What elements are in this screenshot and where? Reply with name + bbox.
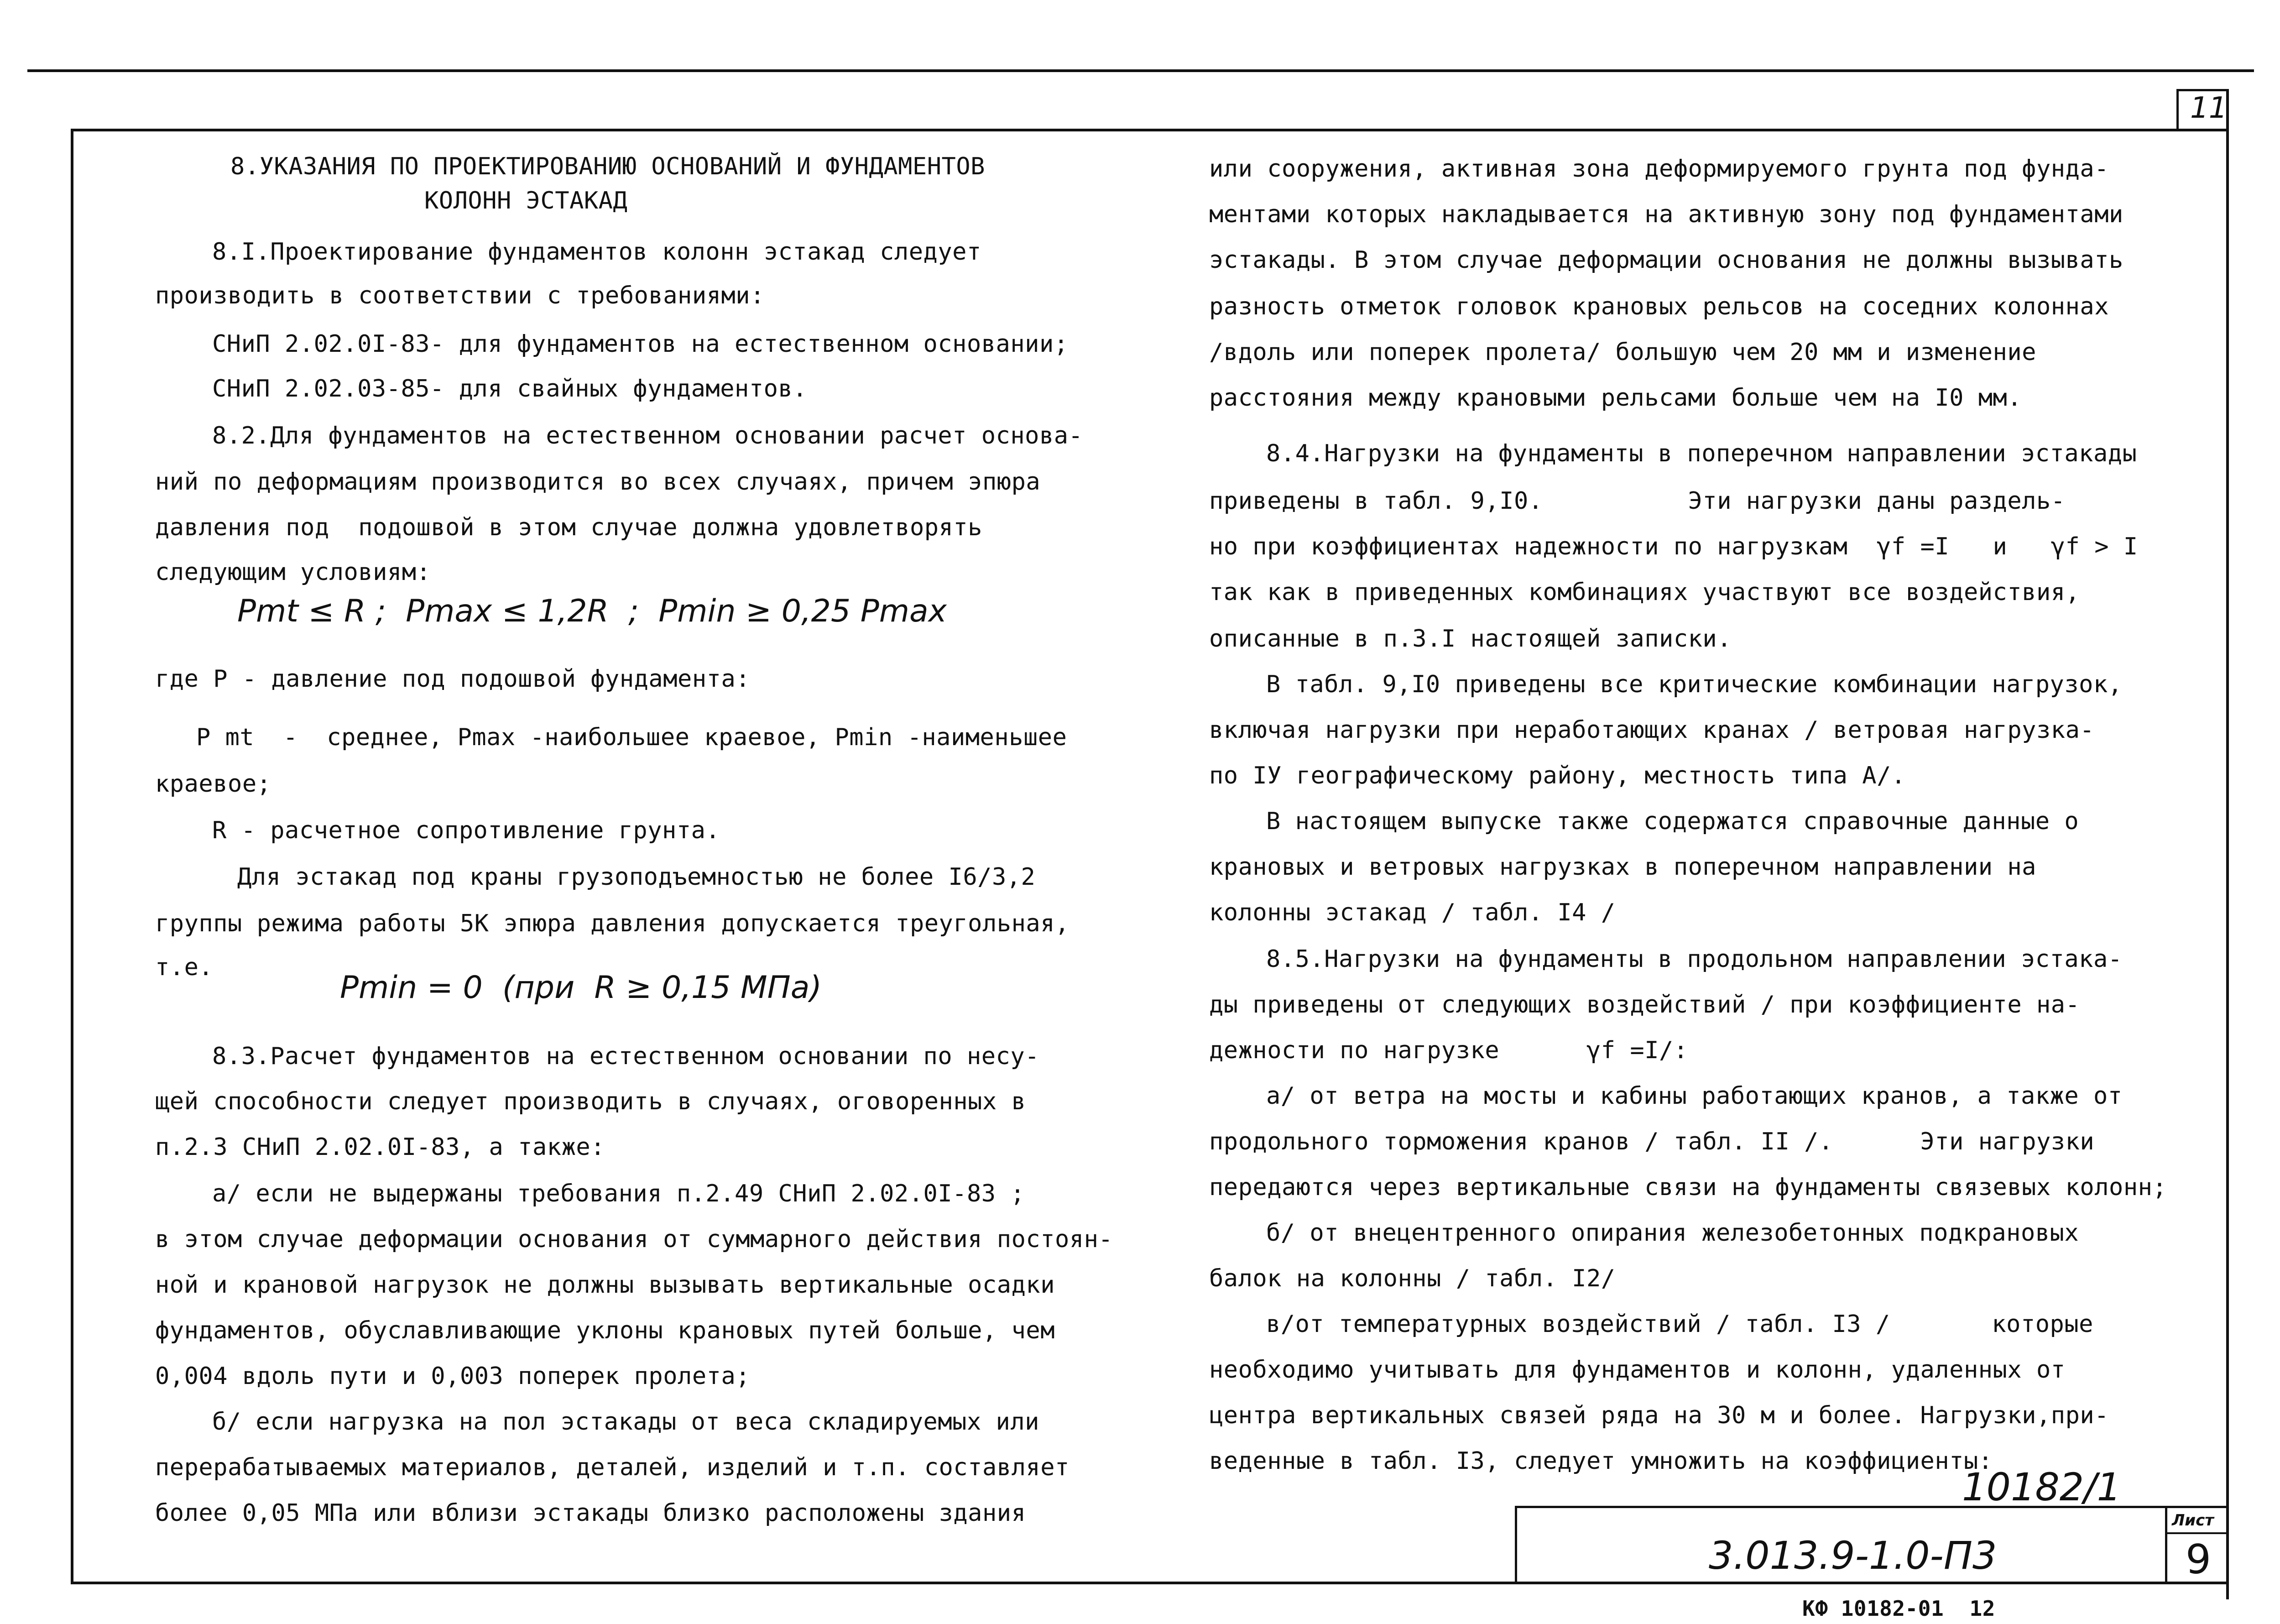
right-line-13: включая нагрузки при неработающих кранах / ветровая нагрузка-: [1209, 716, 2095, 744]
right-line-10: так как в приведенных комбинациях участвуют все воздействия,: [1209, 579, 2080, 606]
left-line-22: фундаментов, обуславливающие уклоны крановых путей больше, чем: [155, 1317, 1055, 1344]
left-line-6: ний по деформациям производится во всех случаях, причем эпюра: [155, 468, 1041, 496]
left-line-13: Для эстакад под краны грузоподъемностью не более I6/3,2: [237, 863, 1036, 891]
left-line-3: СНиП 2.02.0I-83- для фундаментов на естественном основании;: [212, 330, 1069, 358]
sheet-label: Лист: [2172, 1511, 2214, 1530]
right-line-3: эстакады. В этом случае деформации основания не должны вызывать: [1209, 246, 2123, 274]
left-line-23: 0,004 вдоль пути и 0,003 поперек пролета;: [155, 1363, 751, 1390]
left-line-8: следующим условиям:: [155, 559, 431, 586]
left-line-14: группы режима работы 5К эпюра давления допускается треугольная,: [155, 910, 1070, 937]
right-line-7: 8.4.Нагрузки на фундаменты в поперечном направлении эстакады: [1266, 440, 2137, 467]
sheet-label-rule: [2165, 1532, 2229, 1534]
bottom-stamp: КФ 10182-01 12: [1802, 1596, 1995, 1621]
left-line-15: т.е.: [155, 954, 214, 981]
left-line-26: более 0,05 МПа или вблизи эстакады близко расположены здания: [155, 1499, 1026, 1527]
left-line-9: где Р - давление под подошвой фундамента:: [155, 665, 751, 693]
document-designation: 3.013.9-1.0-П3: [1709, 1533, 1997, 1578]
frame-top: [71, 129, 2229, 131]
right-line-9: но при коэффициентах надежности по нагрузкам γf =I и γf > I: [1209, 533, 2138, 560]
left-line-21: ной и крановой нагрузок не должны вызывать вертикальные осадки: [155, 1271, 1055, 1299]
sheet-number: 9: [2186, 1536, 2211, 1583]
left-line-20: в этом случае деформации основания от суммарного действия постоян-: [155, 1226, 1113, 1253]
left-line-18: п.2.3 СНиП 2.02.0I-83, а также:: [155, 1133, 605, 1161]
left-line-4: СНиП 2.02.03-85- для свайных фундаментов.: [212, 375, 808, 402]
right-line-28: центра вертикальных связей ряда на 30 м и более. Нагрузки,при-: [1209, 1402, 2109, 1429]
right-line-4: разность отметок головок крановых рельсов на соседних колоннах: [1209, 293, 2109, 320]
left-line-25: перерабатываемых материалов, деталей, изделий и т.п. составляет: [155, 1454, 1070, 1481]
right-line-1: или сооружения, активная зона деформируемого грунта под фунда-: [1209, 155, 2109, 183]
left-line-17: щей способности следует производить в случаях, оговоренных в: [155, 1088, 1026, 1115]
right-line-14: по IУ географическому району, местность типа А/.: [1209, 762, 1906, 789]
right-line-24: б/ от внецентренного опирания железобетонных подкрановых: [1266, 1219, 2079, 1247]
top-rule: [27, 69, 2254, 72]
title-block-divider: [2165, 1506, 2167, 1584]
left-line-19: а/ если не выдержаны требования п.2.49 СНиП 2.02.0I-83 ;: [212, 1180, 1025, 1207]
right-line-5: /вдоль или поперек пролета/ большую чем 20 мм и изменение: [1209, 339, 2036, 366]
section-heading-line-1: 8.УКАЗАНИЯ ПО ПРОЕКТИРОВАНИЮ ОСНОВАНИЙ И ФУНДАМЕНТОВ: [230, 153, 985, 180]
left-line-24: б/ если нагрузка на пол эстакады от веса складируемых или: [212, 1408, 1039, 1436]
right-line-6: расстояния между крановыми рельсами больше чем на I0 мм.: [1209, 384, 2022, 412]
frame-right: [2226, 89, 2229, 1599]
left-line-12: R - расчетное сопротивление грунта.: [212, 817, 720, 844]
left-line-10: Р mt - среднее, Рmax -наибольшее краевое, Рmin -наименьшее: [196, 724, 1067, 751]
frame-bottom: [71, 1582, 2229, 1584]
top-sheet-number: 11: [2190, 91, 2228, 125]
section-heading-line-2: КОЛОНН ЭСТАКАД: [424, 187, 628, 214]
right-line-27: необходимо учитывать для фундаментов и колонн, удаленных от: [1209, 1356, 2066, 1384]
right-line-16: крановых и ветровых нагрузках в поперечном направлении на: [1209, 853, 2036, 881]
right-line-26: в/от температурных воздействий / табл. I3 / которые: [1266, 1311, 2093, 1338]
right-line-29: веденные в табл. I3, следует умножить на коэффициенты:: [1209, 1447, 1993, 1475]
frame-left: [71, 129, 73, 1584]
right-line-25: балок на колонны / табл. I2/: [1209, 1265, 1616, 1292]
formula-pressure-conditions: Pmt ≤ R ; Pmax ≤ 1,2R ; Pmin ≥ 0,25 Pmax: [237, 593, 947, 629]
left-line-11: краевое;: [155, 770, 271, 798]
handwritten-number: 10182/1: [1962, 1465, 2121, 1509]
right-line-21: а/ от ветра на мосты и кабины работающих кранов, а также от: [1266, 1082, 2123, 1110]
right-line-17: колонны эстакад / табл. I4 /: [1209, 899, 1616, 926]
right-line-23: передаются через вертикальные связи на фундаменты связевых колонн;: [1209, 1174, 2167, 1201]
left-line-2: производить в соответствии с требованиями:: [155, 282, 765, 309]
left-line-5: 8.2.Для фундаментов на естественном основании расчет основа-: [212, 422, 1083, 449]
right-line-11: описанные в п.3.I настоящей записки.: [1209, 625, 1732, 653]
right-line-8: приведены в табл. 9,I0. Эти нагрузки даны раздель-: [1209, 487, 2066, 515]
right-line-15: В настоящем выпуске также содержатся справочные данные о: [1266, 808, 2079, 835]
right-line-19: ды приведены от следующих воздействий / при коэффициенте на-: [1209, 991, 2080, 1018]
right-line-22: продольного торможения кранов / табл. II /. Эти нагрузки: [1209, 1128, 2095, 1155]
sheet-box-left: [2176, 89, 2179, 131]
right-line-12: В табл. 9,I0 приведены все критические комбинации нагрузок,: [1266, 671, 2123, 698]
title-block-top: [1515, 1506, 2229, 1508]
title-block-left: [1515, 1506, 1517, 1584]
right-line-18: 8.5.Нагрузки на фундаменты в продольном направлении эстака-: [1266, 945, 2123, 973]
left-line-1: 8.I.Проектирование фундаментов колонн эстакад следует: [212, 238, 981, 266]
left-line-16: 8.3.Расчет фундаментов на естественном основании по несу-: [212, 1043, 1039, 1070]
right-line-20: дежности по нагрузке γf =I/:: [1209, 1037, 1688, 1064]
right-line-2: ментами которых накладывается на активную зону под фундаментами: [1209, 201, 2123, 228]
left-line-7: давления под подошвой в этом случае должна удовлетворять: [155, 514, 982, 541]
formula-pmin-zero: Pmin = 0 (при R ≥ 0,15 МПа): [340, 970, 822, 1006]
